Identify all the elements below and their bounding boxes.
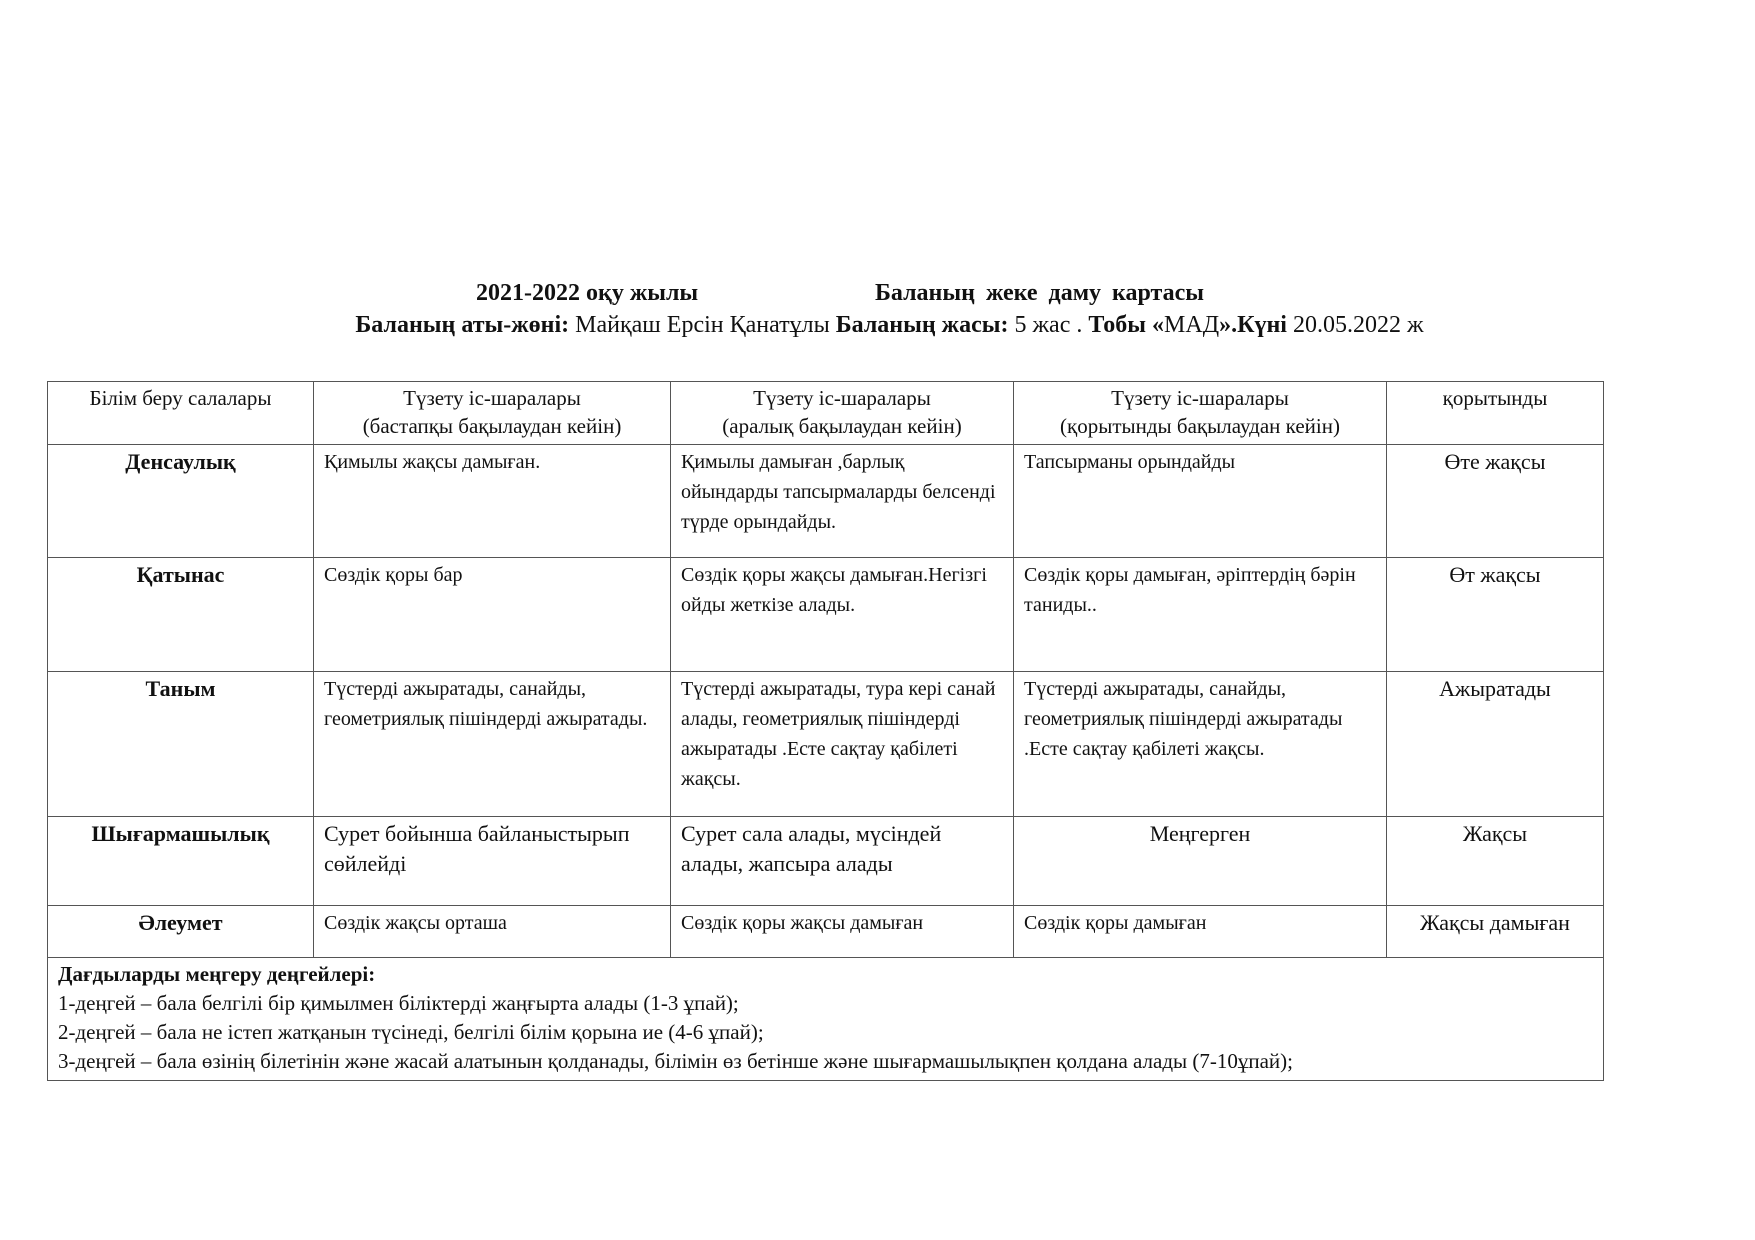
school-year: 2021-2022 оқу жылы (476, 280, 699, 306)
intermediate-cell: Қимылы дамыған ,барлық ойындарды тапсырмаларды белсенді түрде орындайды. (671, 445, 1014, 558)
column-header-areas (48, 382, 314, 445)
table-row (48, 558, 1604, 672)
development-card-table (47, 381, 1604, 1081)
table-row (48, 906, 1604, 958)
final-cell: Меңгерген (1014, 817, 1387, 906)
area-cell: Шығармашылық (48, 817, 314, 906)
final-cell: Тапсырманы орындайды (1014, 445, 1387, 558)
intermediate-cell: Сурет сала алады, мүсіндей алады, жапсыра алады (671, 817, 1014, 906)
column-header-text: Білім беру салалары (89, 386, 272, 410)
intermediate-cell: Сөздік қоры жақсы дамыған.Негізгі ойды жеткізе алады. (671, 558, 1014, 672)
result-cell: Жақсы (1387, 817, 1604, 906)
levels-title: Дағдыларды меңгеру деңгейлері: (58, 962, 376, 986)
group-label: Тобы « (1088, 312, 1165, 338)
column-header-text: Түзету іс-шаралары (бастапқы бақылаудан кейін) (362, 386, 622, 438)
table-row (48, 817, 1604, 906)
title-line (0, 280, 1755, 312)
document-title: Баланың жеке даму картасы (875, 280, 1205, 306)
initial-cell: Сурет бойынша байланыстырып сөйлейді (314, 817, 671, 906)
child-info-line (0, 312, 1755, 339)
column-header-initial (314, 382, 671, 445)
table-header-row (48, 382, 1604, 445)
child-age: 5 жас . (1008, 312, 1089, 338)
level-item: 3-деңгей – бала өзінің білетінін және жасай алатынын қолданады, білімін өз бетінше және шығармашылықпен қолдана алады (7-10ұпай); (58, 1049, 1293, 1073)
date-value: 20.05.2022 ж (1286, 312, 1424, 338)
child-name: Майқаш Ерсін Қанатұлы (569, 312, 836, 338)
level-item: 1-деңгей – бала белгілі бір қимылмен біліктерді жаңғырта алады (1-3 ұпай); (58, 991, 739, 1015)
initial-cell: Сөздік қоры бар (314, 558, 671, 672)
initial-cell: Түстерді ажыратады, санайды, геометриялық пішіндерді ажыратады. (314, 672, 671, 817)
group-name: МАД (1164, 312, 1220, 338)
group-close: ». (1219, 312, 1238, 338)
level-item: 2-деңгей – бала не істеп жатқанын түсінеді, белгілі білім қорына ие (4-6 ұпай); (58, 1020, 764, 1044)
column-header-intermediate (671, 382, 1014, 445)
result-cell: Өт жақсы (1387, 558, 1604, 672)
result-cell: Өте жақсы (1387, 445, 1604, 558)
area-cell: Таным (48, 672, 314, 817)
age-label: Баланың жасы: (835, 312, 1009, 338)
final-cell: Түстерді ажыратады, санайды, геометриялық пішіндерді ажыратады .Есте сақтау қабілеті жақсы. (1014, 672, 1387, 817)
column-header-text: Түзету іс-шаралары (аралық бақылаудан кейін) (722, 386, 962, 438)
date-label: Күні (1237, 312, 1287, 338)
name-label: Баланың аты-жөні: (355, 312, 570, 338)
initial-cell: Қимылы жақсы дамыған. (314, 445, 671, 558)
column-header-result (1387, 382, 1604, 445)
table-row (48, 445, 1604, 558)
initial-cell: Сөздік жақсы орташа (314, 906, 671, 958)
area-cell: Әлеумет (48, 906, 314, 958)
column-header-final (1014, 382, 1387, 445)
column-header-text: қорытынды (1442, 386, 1548, 410)
column-header-text: Түзету іс-шаралары (қорытынды бақылаудан кейін) (1060, 386, 1340, 438)
area-cell: Қатынас (48, 558, 314, 672)
area-cell: Денсаулық (48, 445, 314, 558)
intermediate-cell: Түстерді ажыратады, тура кері санай алады, геометриялық пішіндерді ажыратады .Есте сақтау қабілеті жақсы. (671, 672, 1014, 817)
skill-levels-cell (48, 958, 1604, 1081)
intermediate-cell: Сөздік қоры жақсы дамыған (671, 906, 1014, 958)
levels-row (48, 958, 1604, 1081)
final-cell: Сөздік қоры дамыған (1014, 906, 1387, 958)
result-cell: Ажыратады (1387, 672, 1604, 817)
result-cell: Жақсы дамыған (1387, 906, 1604, 958)
final-cell: Сөздік қоры дамыған, әріптердің бәрін таниды.. (1014, 558, 1387, 672)
table-row (48, 672, 1604, 817)
